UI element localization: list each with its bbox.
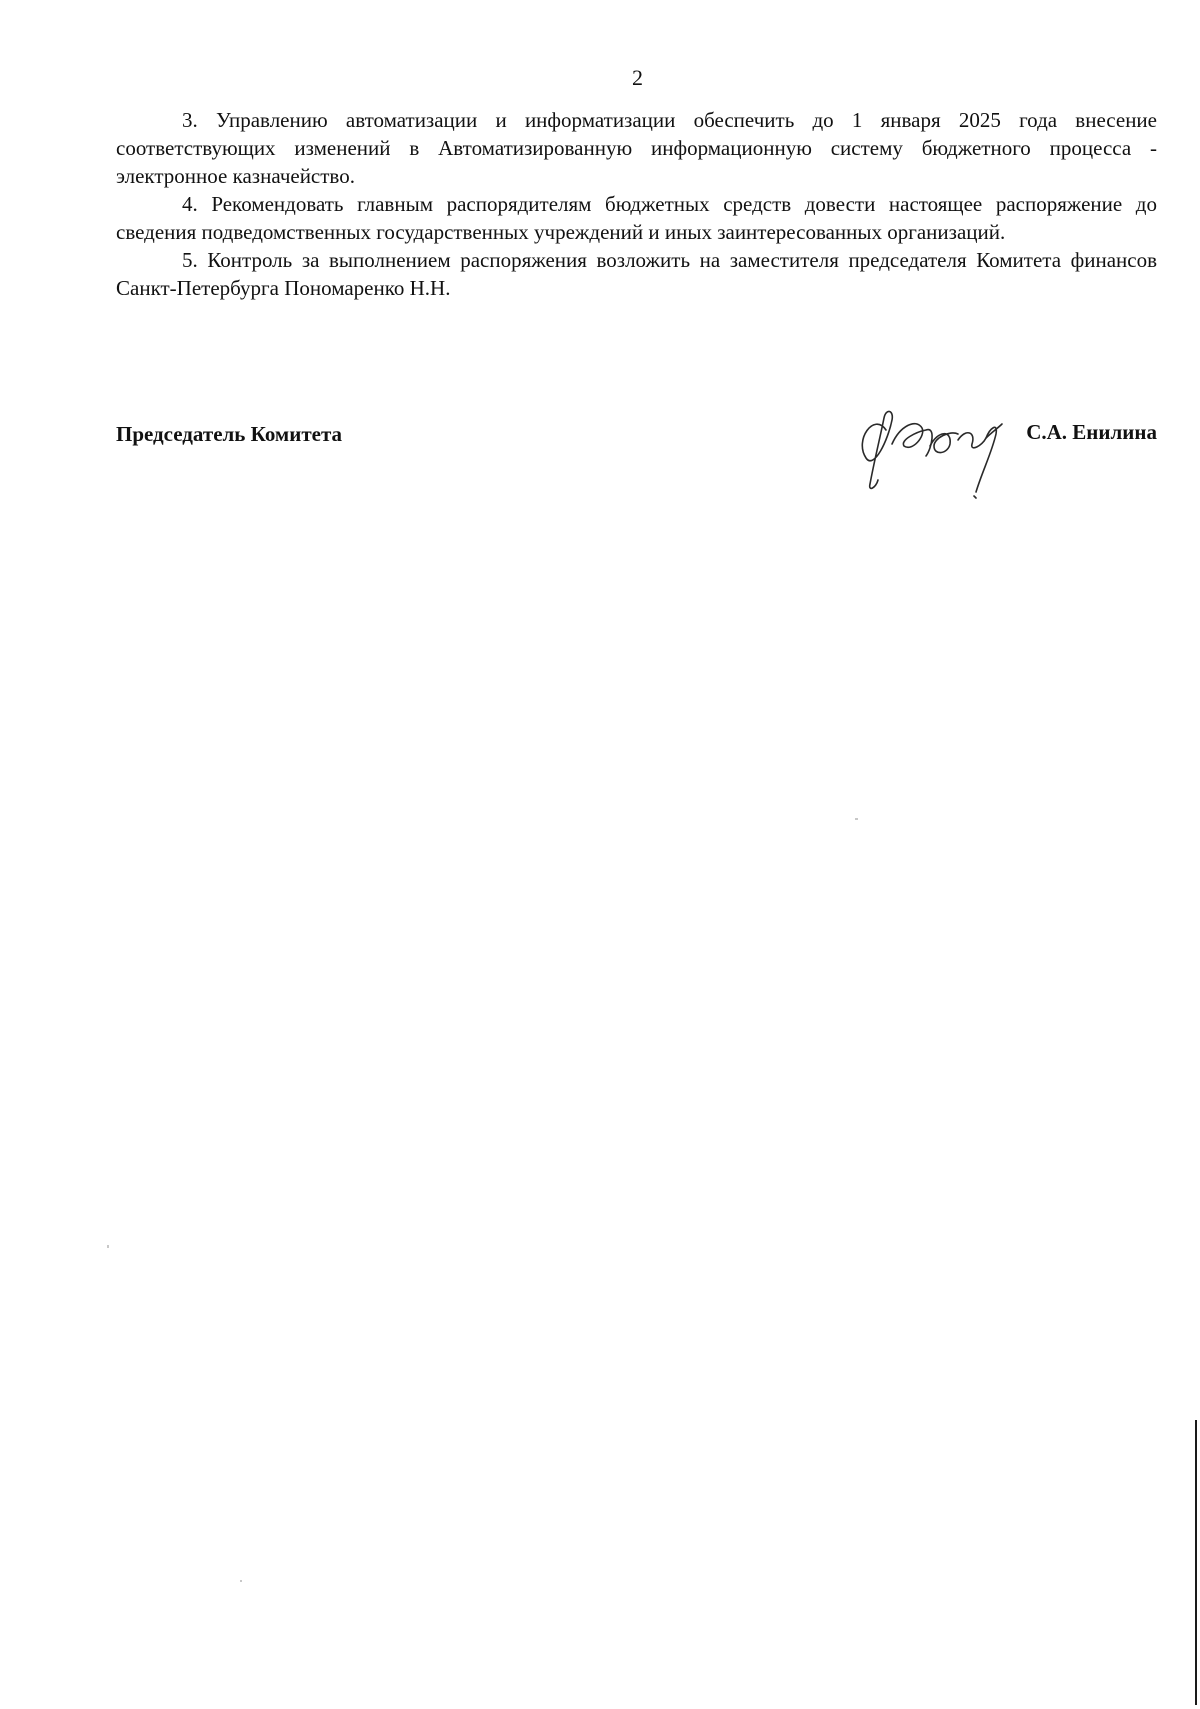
scan-edge-line	[1195, 1420, 1197, 1705]
handwritten-signature	[826, 400, 1086, 500]
signatory-name: С.А. Енилина	[1026, 420, 1157, 444]
scan-speck	[855, 818, 858, 820]
paragraph-4: 4. Рекомендовать главным распорядителям бюджетных средств довести настоящее распоряжение до сведения подведомственных государственных учреждений и иных заинтересованных организаций.	[116, 192, 1157, 244]
scan-speck	[240, 1580, 242, 1582]
signatory-title: Председатель Комитета	[116, 422, 343, 446]
page-number: 2	[632, 65, 643, 90]
paragraph-5: 5. Контроль за выполнением распоряжения возложить на заместителя председателя Комитета финансов Санкт-Петербурга Пономаренко Н.Н.	[116, 248, 1157, 300]
scan-speck	[107, 1245, 109, 1248]
signature-block	[116, 400, 1157, 500]
document-body	[116, 106, 1157, 302]
paragraph-3: 3. Управлению автоматизации и информатизации обеспечить до 1 января 2025 года внесение соответствующих изменений в Автоматизированную информационную систему бюджетного процесса - электронное казначейство.	[116, 108, 1157, 188]
